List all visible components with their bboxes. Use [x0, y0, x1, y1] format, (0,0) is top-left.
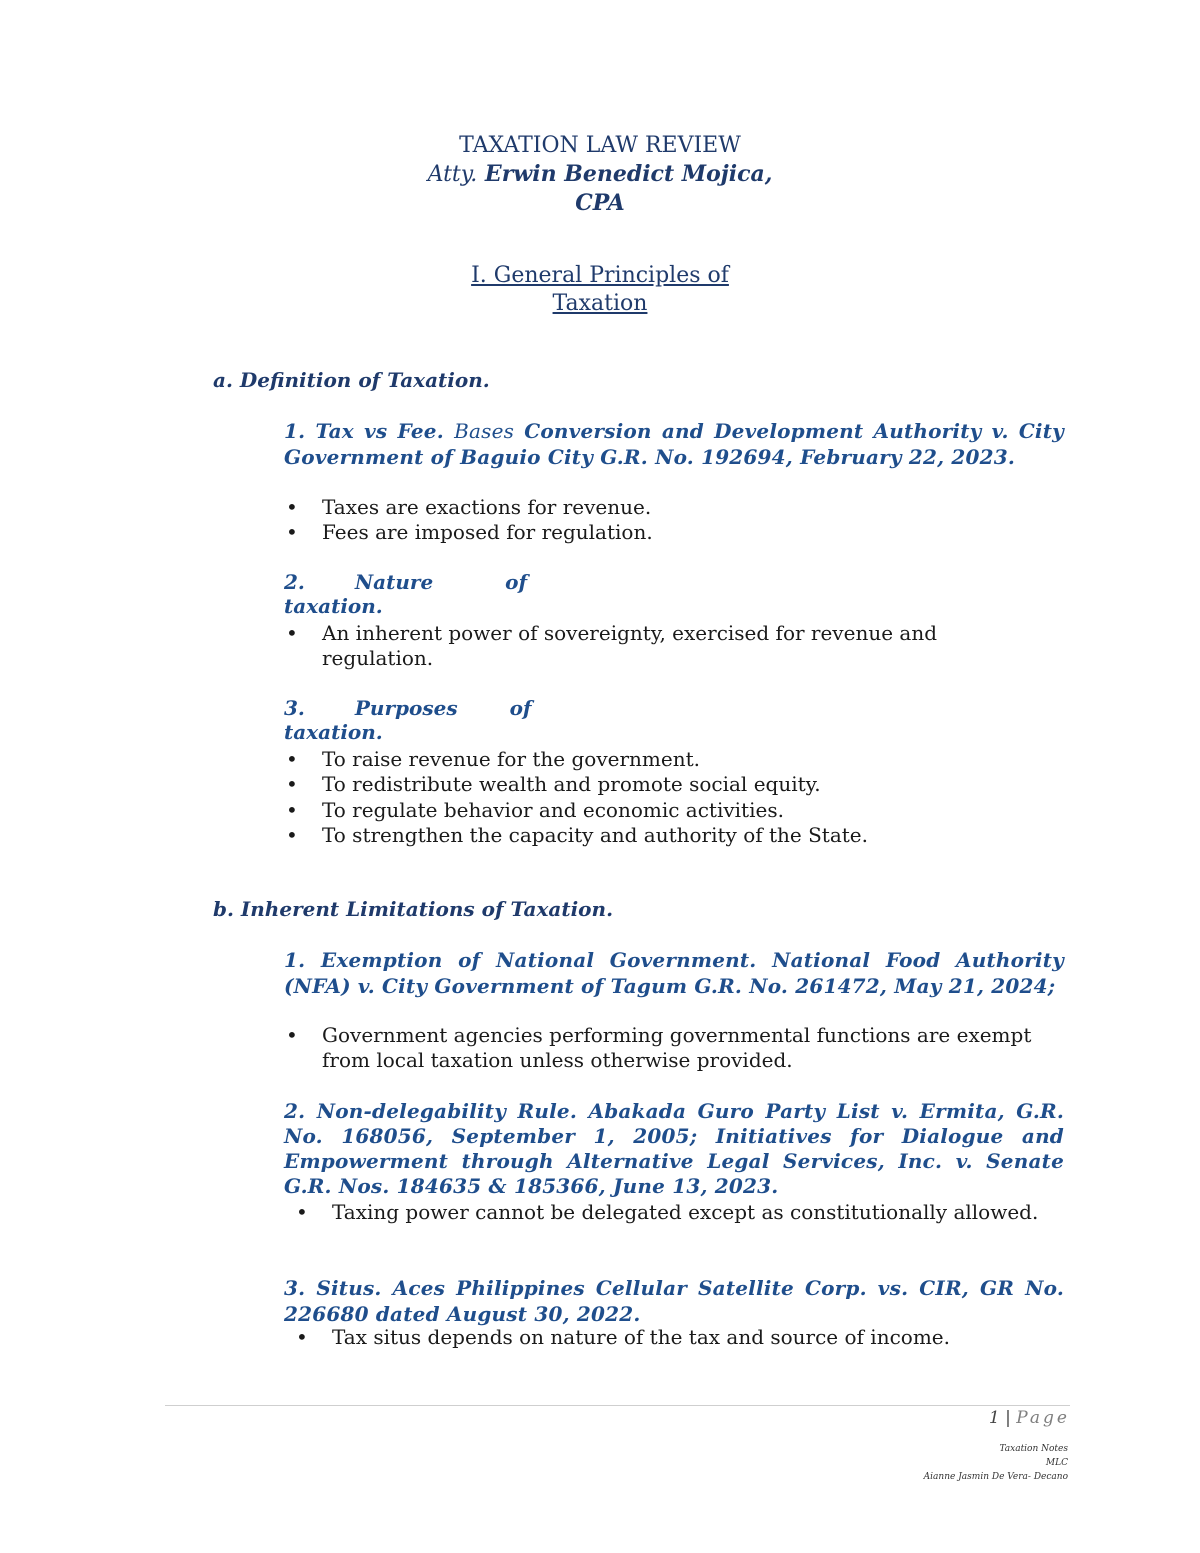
chapter-heading-line2: Taxation	[552, 291, 648, 316]
document-title: TAXATION LAW REVIEW	[459, 133, 741, 158]
list-item: • Taxes are exactions for revenue.	[284, 495, 1044, 520]
list-item: • Taxing power cannot be delegated except as constitutionally allowed.	[294, 1200, 1054, 1225]
list-item: • An inherent power of sovereignty, exercised for revenue and regulation.	[284, 621, 1044, 672]
footer-note-1: Taxation Notes	[999, 1444, 1068, 1454]
heading-word: Purposes	[354, 696, 458, 720]
section-a-item-2-bullets	[284, 621, 1044, 672]
item-rest: Conversion and Development Authority v. City Government of Baguio City G.R. No. 192694, February 22, 2023.	[284, 419, 1064, 469]
section-b-heading: b. Inherent Limitations of Taxation.	[213, 897, 614, 921]
author-suffix: CPA	[575, 190, 625, 216]
section-b-item-2-bullets	[294, 1200, 1054, 1225]
page-label: Page	[1016, 1408, 1070, 1428]
heading-word: 3.	[284, 696, 305, 720]
item-lead: 1. Tax vs Fee.	[284, 419, 444, 443]
item-plain: Bases	[454, 419, 515, 443]
footer-note-2: MLC	[1045, 1458, 1068, 1468]
section-b-item-3-bullets	[294, 1325, 1054, 1350]
list-item: • To redistribute wealth and promote social equity.	[284, 772, 1044, 797]
heading-word: of	[509, 696, 532, 720]
list-item: • To strengthen the capacity and authority of the State.	[284, 823, 1044, 848]
list-item: • Government agencies performing governmental functions are exempt from local taxation unless otherwise provided.	[284, 1023, 1044, 1074]
author-prefix: Atty.	[427, 162, 478, 187]
heading-word: taxation.	[284, 720, 383, 744]
list-item: • Tax situs depends on nature of the tax and source of income.	[294, 1325, 1054, 1350]
section-a-item-3-heading	[284, 696, 532, 744]
page-number-value: 1	[988, 1408, 1000, 1428]
section-a-item-3-bullets	[284, 747, 1044, 848]
section-b-item-1-bullets	[284, 1023, 1044, 1074]
section-b-item-2-heading: 2. Non-delegability Rule. Abakada Guro Party List v. Ermita, G.R. No. 168056, September 1, 2005; Initiatives for Dialogue and Empowerment through Alternative Legal Services, Inc. v. Senate G.R. Nos. 184635 & 185366, June 13, 2023.	[284, 1099, 1064, 1198]
section-b-item-3-heading: 3. Situs. Aces Philippines Cellular Satellite Corp. vs. CIR, GR No. 226680 dated August 30, 2022.	[284, 1276, 1064, 1326]
section-a-heading: a. Definition of Taxation.	[213, 368, 490, 392]
heading-word: 2.	[284, 570, 305, 594]
list-item: • Fees are imposed for regulation.	[284, 520, 1044, 545]
list-item: • To regulate behavior and economic activities.	[284, 798, 1044, 823]
footer-note-3: Aianne Jasmin De Vera- Decano	[923, 1472, 1068, 1482]
author-line	[0, 160, 1200, 217]
page-number	[989, 1408, 1070, 1428]
list-item: • To raise revenue for the government.	[284, 747, 1044, 772]
chapter-heading	[0, 262, 1200, 318]
page-separator: |	[1005, 1408, 1011, 1428]
footer-divider	[165, 1405, 1070, 1406]
section-a-item-1-bullets	[284, 495, 1044, 546]
section-b-item-1-heading: 1. Exemption of National Government. National Food Authority (NFA) v. City Government of Tagum G.R. No. 261472, May 21, 2024;	[284, 948, 1064, 998]
section-a-item-2-heading	[284, 570, 527, 618]
author-name: Erwin Benedict Mojica,	[484, 161, 773, 187]
heading-word: of	[505, 570, 528, 594]
heading-word: Nature	[354, 570, 434, 594]
chapter-heading-line1: I. General Principles of	[471, 263, 729, 288]
heading-word: taxation.	[284, 594, 383, 618]
section-a-item-1-heading	[284, 419, 1064, 470]
